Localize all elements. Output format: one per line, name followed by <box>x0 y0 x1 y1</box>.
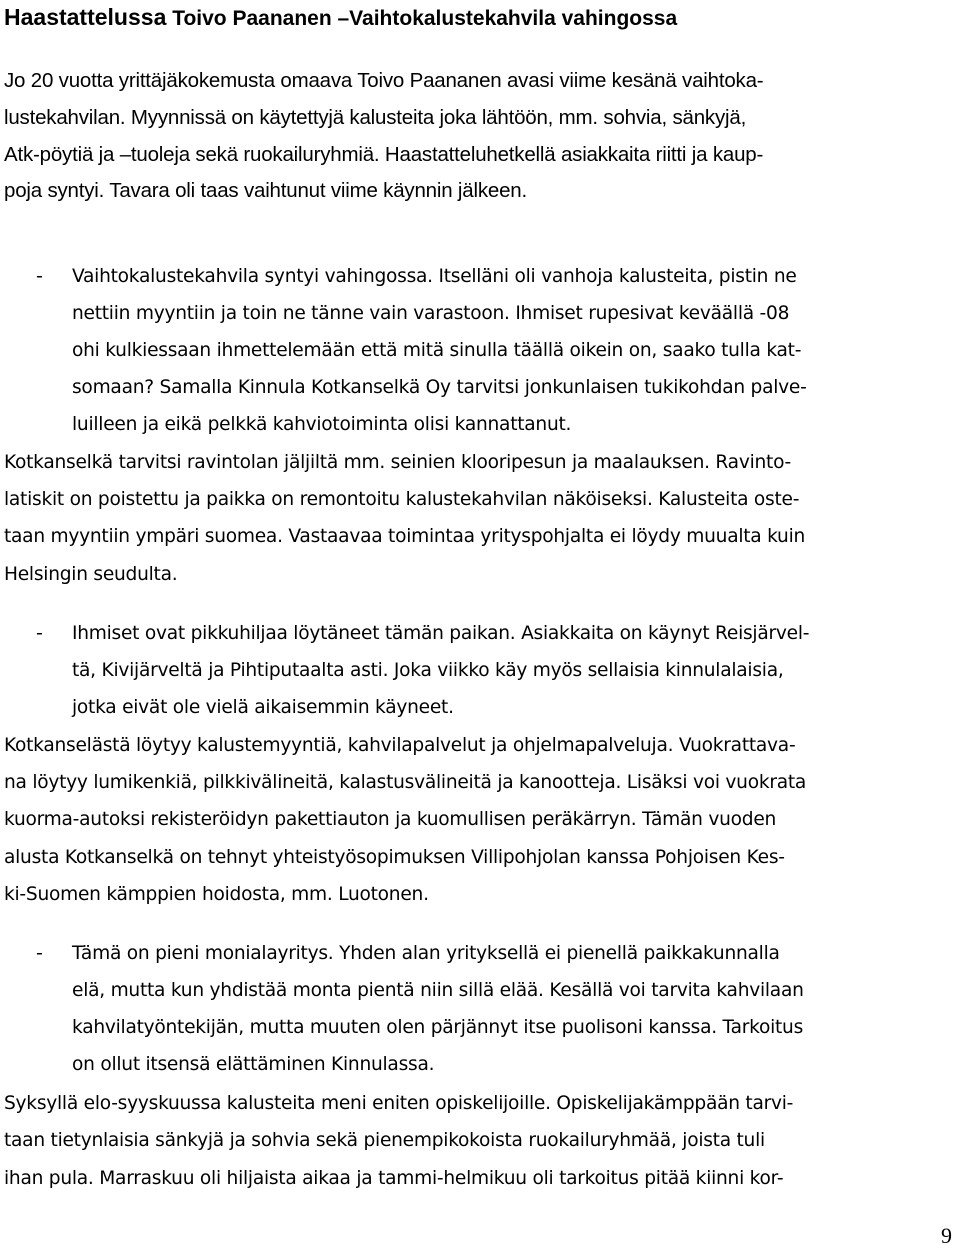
quote-line: jotka eivät ole vielä aikaisemmin käyneet. <box>72 697 454 718</box>
paragraph-line: Helsingin seudulta. <box>4 564 178 585</box>
paragraph-line: taan tietynlaisia sänkyjä ja sohvia sekä pienempikokoista ruokailuryhmää, joista tuli <box>4 1130 765 1151</box>
quote-line: ohi kulkiessaan ihmettelemään että mitä sinulla täällä oikein on, saako tulla kat- <box>72 340 802 361</box>
quote-dash: - <box>36 942 43 964</box>
article-title-rest: Toivo Paananen –Vaihtokalustekahvila vahingossa <box>166 7 678 30</box>
paragraph-line: Kotkanselkä tarvitsi ravintolan jäljiltä mm. seinien klooripesun ja maalauksen. Ravinto- <box>4 452 792 473</box>
quote-line: luilleen ja eikä pelkkä kahviotoiminta olisi kannattanut. <box>72 414 572 435</box>
paragraph-line: kuorma-autoksi rekisteröidyn pakettiauton ja kuomullisen peräkärryn. Tämän vuoden <box>4 809 777 830</box>
intro-line: Jo 20 vuotta yrittäjäkokemusta omaava Toivo Paananen avasi viime kesänä vaihtoka- <box>4 69 764 92</box>
paragraph-line: Syksyllä elo-syyskuussa kalusteita meni eniten opiskelijoille. Opiskelijakämppään tarvi- <box>4 1093 794 1114</box>
quote-line: nettiin myyntiin ja toin ne tänne vain varastoon. Ihmiset rupesivat keväällä -08 <box>72 303 790 324</box>
intro-line: Atk-pöytiä ja –tuoleja sekä ruokailuryhmiä. Haastatteluhetkellä asiakkaita riitti ja kaup- <box>4 143 764 166</box>
paragraph-line: taan myyntiin ympäri suomea. Vastaavaa toimintaa yrityspohjalta ei löydy muualta kuin <box>4 526 806 547</box>
paragraph-line: alusta Kotkanselkä on tehnyt yhteistyösopimuksen Villipohjolan kanssa Pohjoisen Kes- <box>4 847 785 868</box>
quote-line: on ollut itsensä elättäminen Kinnulassa. <box>72 1054 435 1075</box>
quote-line: kahvilatyöntekijän, mutta muuten olen pärjännyt itse puolisoni kanssa. Tarkoitus <box>72 1017 804 1038</box>
quote-line: elä, mutta kun yhdistää monta pientä niin sillä elää. Kesällä voi tarvita kahvilaan <box>72 980 804 1001</box>
paragraph-line: na löytyy lumikenkiä, pilkkivälineitä, kalastusvälineitä ja kanootteja. Lisäksi voi vuokrata <box>4 772 807 793</box>
article-title-lead: Haastattelussa <box>4 4 167 30</box>
intro-line: poja syntyi. Tavara oli taas vaihtunut viime käynnin jälkeen. <box>4 179 527 202</box>
quote-dash: - <box>36 622 43 644</box>
quote-line: tä, Kivijärveltä ja Pihtiputaalta asti. Joka viikko käy myös sellaisia kinnulalaisia, <box>72 660 784 681</box>
quote-dash: - <box>36 265 43 287</box>
quote-line: Tämä on pieni monialayritys. Yhden alan yrityksellä ei pienellä paikkakunnalla <box>72 943 780 964</box>
quote-line: Ihmiset ovat pikkuhiljaa löytäneet tämän paikan. Asiakkaita on käynyt Reisjärvel- <box>72 623 810 644</box>
quote-line: somaan? Samalla Kinnula Kotkanselkä Oy tarvitsi jonkunlaisen tukikohdan palve- <box>72 377 807 398</box>
paragraph-line: Kotkanselästä löytyy kalustemyyntiä, kahvilapalvelut ja ohjelmapalveluja. Vuokrattava- <box>4 735 796 756</box>
page-number: 9 <box>941 1223 952 1248</box>
paragraph-line: latiskit on poistettu ja paikka on remontoitu kalustekahvilan näköiseksi. Kalusteita oste- <box>4 489 800 510</box>
intro-line: lustekahvilan. Myynnissä on käytettyjä kalusteita joka lähtöön, mm. sohvia, sänkyjä, <box>4 106 747 129</box>
quote-line: Vaihtokalustekahvila syntyi vahingossa. Itselläni oli vanhoja kalusteita, pistin ne <box>72 266 797 287</box>
paragraph-line: ki-Suomen kämppien hoidosta, mm. Luotonen. <box>4 884 429 905</box>
paragraph-line: ihan pula. Marraskuu oli hiljaista aikaa ja tammi-helmikuu oli tarkoitus pitää kiinni kor- <box>4 1168 784 1189</box>
article-title <box>4 0 954 34</box>
